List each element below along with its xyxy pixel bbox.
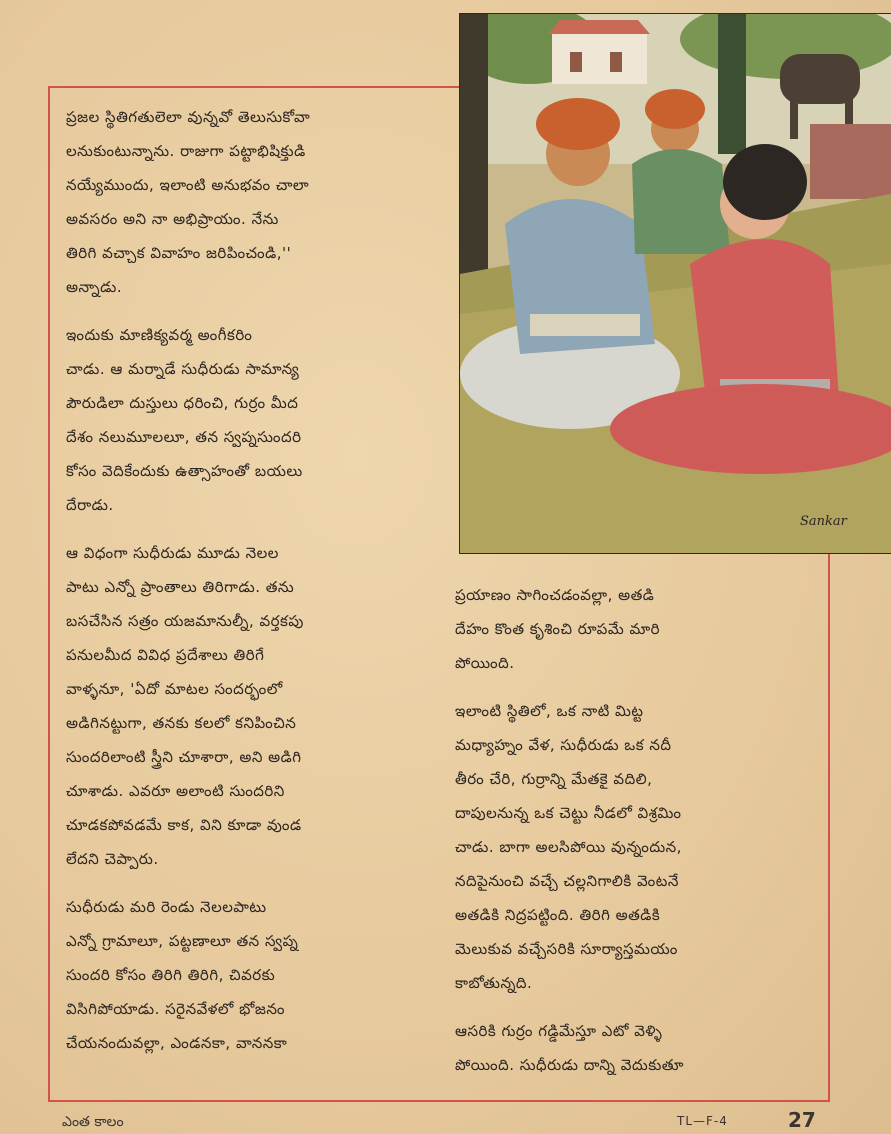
text-line: అన్నాడు. (66, 278, 123, 296)
paragraph (66, 536, 451, 876)
paragraph (455, 1014, 820, 1082)
text-line: విసిగిపోయాడు. సరైనవేళలో భోజనం (66, 1000, 285, 1018)
text-line: కాబోతున్నది. (455, 974, 533, 992)
border-left (48, 86, 50, 1100)
paragraph (66, 318, 451, 522)
left-text-column (66, 100, 451, 1074)
text-line: తీరం చేరి, గుర్రాన్ని మేతకై వదిలి, (455, 770, 653, 788)
text-line: అవసరం అని నా అభిప్రాయం. నేను (66, 210, 279, 228)
text-line: నదిపైనుంచి వచ్చే చల్లనిగాలికి వెంటనే (455, 872, 679, 890)
footer-code: TL—F-4 (677, 1114, 728, 1128)
text-line: సుందరిలాంటి స్త్రీని చూశారా, అని అడిగి (66, 748, 302, 766)
continuation-text: ఎంత కాలం (62, 1114, 124, 1130)
text-line: పోయింది. (455, 654, 515, 672)
text-line: చూడకపోవడమే కాక, విని కూడా వుండ (66, 816, 302, 834)
text-line: ప్రయాణం సాగించడంవల్లా, అతడి (455, 586, 655, 604)
text-line: పౌరుడిలా దుస్తులు ధరించి, గుర్రం మీద (66, 394, 299, 412)
text-line: ఇలాంటి స్థితిలో, ఒక నాటి మిట్ట (455, 702, 644, 720)
text-line: తిరిగి వచ్చాక వివాహం జరిపించండి,'' (66, 244, 292, 262)
text-line: మెలుకువ వచ్చేసరికి సూర్యాస్తమయం (455, 940, 678, 958)
paragraph (66, 890, 451, 1060)
text-line: వాళ్ళనూ, 'ఏదో మాటల సందర్భంలో (66, 680, 283, 698)
text-line: అడిగినట్టుగా, తనకు కలలో కనిపించిన (66, 714, 297, 732)
border-top (48, 86, 460, 88)
paragraph (455, 578, 820, 680)
text-line: పోయింది. సుధీరుడు దాన్ని వెదుకుతూ (455, 1056, 684, 1074)
text-line: దేహం కొంత కృశించి రూపమే మారి (455, 620, 661, 638)
text-line: చేయనందువల్లా, ఎండనకా, వాననకా (66, 1034, 288, 1052)
text-line: దేరాడు. (66, 496, 114, 514)
text-line: పనులమీద వివిధ ప్రదేశాలు తిరిగే (66, 646, 265, 664)
text-line: చాడు. ఆ మర్నాడే సుధీరుడు సామాన్య (66, 360, 300, 378)
text-line: సుందరి కోసం తిరిగి తిరిగి, చివరకు (66, 966, 276, 984)
text-line: బసచేసిన సత్రం యజమానుల్నీ, వర్తకపు (66, 612, 304, 630)
text-line: పాటు ఎన్నో ప్రాంతాలు తిరిగాడు. తను (66, 578, 295, 596)
text-line: దాపులనున్న ఒక చెట్టు నీడలో విశ్రమిం (455, 804, 682, 822)
story-illustration (459, 13, 891, 554)
text-line: చాడు. బాగా అలసిపోయి వున్నందున, (455, 838, 682, 856)
text-line: ప్రజల స్థితిగతులెలా వున్నవో తెలుసుకోవా (66, 108, 311, 126)
border-bottom (48, 1100, 830, 1102)
text-line: లేదని చెప్పారు. (66, 850, 159, 868)
paragraph (66, 100, 451, 304)
text-line: ఆ విధంగా సుధీరుడు మూడు నెలల (66, 544, 279, 562)
text-line: నయ్యేముందు, ఇలాంటి అనుభవం చాలా (66, 176, 310, 194)
text-line: దేశం నలుమూలలూ, తన స్వప్నసుందరి (66, 428, 302, 446)
text-line: కోసం వెదికేందుకు ఉత్సాహంతో బయలు (66, 462, 303, 480)
text-line: లనుకుంటున్నాను. రాజుగా పట్టాభిషిక్తుడి (66, 142, 306, 160)
text-line: సుధీరుడు మరి రెండు నెలలపాటు (66, 898, 267, 916)
text-line: ఎన్నో గ్రామాలూ, పట్టణాలూ తన స్వప్న (66, 932, 299, 950)
artist-signature: Sankar (800, 514, 847, 529)
paragraph (455, 694, 820, 1000)
text-line: ఆసరికి గుర్రం గడ్డిమేస్తూ ఎటో వెళ్ళి (455, 1022, 663, 1040)
border-right (828, 552, 830, 1102)
text-line: ఇందుకు మాణిక్యవర్మ అంగీకరిం (66, 326, 253, 344)
right-text-column (455, 578, 820, 1096)
text-line: మధ్యాహ్నం వేళ, సుధీరుడు ఒక నదీ (455, 736, 672, 754)
page-number: 27 (788, 1108, 816, 1132)
text-line: అతడికి నిద్రపట్టింది. తిరిగి అతడికి (455, 906, 661, 924)
text-line: చూశాడు. ఎవరూ అలాంటి సుందరిని (66, 782, 285, 800)
